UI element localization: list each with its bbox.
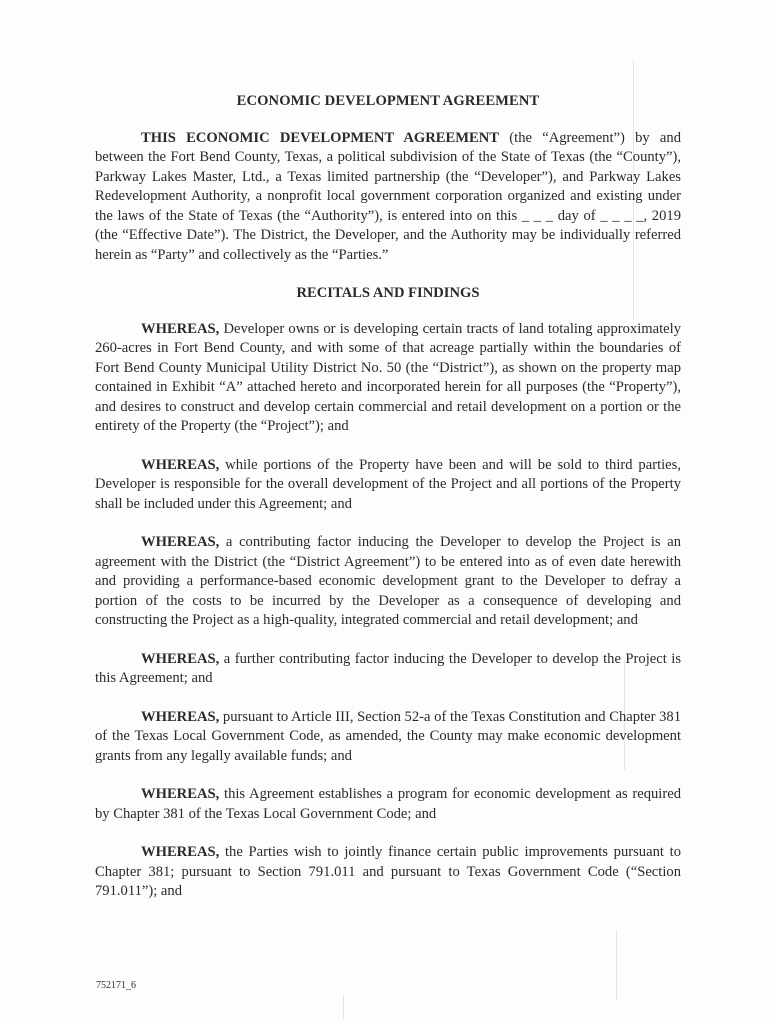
- document-footer-id: 752171_6: [96, 980, 136, 991]
- recital-text: Developer owns or is developing certain tracts of land totaling approximately 260-acres in Fort Bend County, and with some of that acreage partially within the boundaries of Fort Bend County Municipal Utility District No. 50 (the “District”), as shown on the property map contained in Exhibit “A” attached hereto and incorporated herein for all purposes (the “Property”), and desires to construct and develop certain commercial and retail development on a portion or the entirety of the Property (the “Project”); and: [95, 320, 681, 434]
- recital-lead: WHEREAS,: [141, 844, 220, 860]
- recital-lead: WHEREAS,: [141, 786, 220, 802]
- recital-lead: WHEREAS,: [141, 650, 220, 667]
- scan-artifact-line: [343, 995, 344, 1020]
- recital-lead: WHEREAS,: [141, 534, 220, 550]
- recital-paragraph: [95, 650, 681, 689]
- recitals-heading: RECITALS AND FINDINGS: [296, 285, 480, 301]
- recital-paragraph: [95, 785, 681, 824]
- recital-lead: WHEREAS,: [141, 708, 220, 725]
- scan-artifact-line: [616, 930, 617, 1000]
- recital-paragraph: [95, 708, 681, 767]
- recital-text: the Parties wish to jointly finance certain public improvements pursuant to Chapter 381; pursuant to Section 791.011 and pursuant to Texas Government Code (“Section 791.011”); and: [95, 844, 681, 899]
- recital-paragraph: [95, 456, 681, 515]
- recital-text: a contributing factor inducing the Developer to develop the Project is an agreement with the District (the “District Agreement”) to be entered into as of even date herewith and providing a performance-based economic development grant to the Developer to defray a portion of the costs to be incurred by the Developer as a consequence of developing and constructing the Project as a high-quality, integrated commercial and retail development; and: [95, 534, 681, 628]
- recital-paragraph: [95, 320, 681, 437]
- recital-lead: WHEREAS,: [141, 456, 220, 473]
- recital-lead: WHEREAS,: [141, 320, 220, 337]
- recital-paragraph: [95, 843, 681, 902]
- recital-text: while portions of the Property have been and will be sold to third parties, Developer is responsible for the overall development of the Project and all portions of the Property shall be included under this Agreement; and: [95, 456, 681, 512]
- recital-paragraph: [95, 533, 681, 631]
- intro-paragraph: [95, 129, 681, 266]
- document-body: [95, 92, 681, 921]
- recital-text: this Agreement establishes a program for economic development as required by Chapter 381 of the Texas Local Government Code; and: [95, 786, 681, 822]
- intro-text: (the “Agreement”) by and between the Fort Bend County, Texas, a political subdivision of the State of Texas (the “County”), Parkway Lakes Master, Ltd., a Texas limited partnership (the “Developer”), and Parkway Lakes Redevelopment Authority, a nonprofit local government corporation organized and existing under the laws of the State of Texas (the “Authority”), is entered into on this _ _ _ day of _ _ _ _, 2019 (the “Effective Date”). The District, the Developer, and the Authority may be individually referred herein as “Party” and collectively as the “Parties.”: [95, 129, 681, 263]
- recital-text: pursuant to Article III, Section 52-a of the Texas Constitution and Chapter 381 of the Texas Local Government Code, as amended, the County may make economic development grants from any legally available funds; and: [95, 708, 681, 764]
- recital-text: a further contributing factor inducing the Developer to develop the Project is this Agreement; and: [95, 650, 681, 686]
- document-title: ECONOMIC DEVELOPMENT AGREEMENT: [236, 93, 540, 109]
- intro-lead: THIS ECONOMIC DEVELOPMENT AGREEMENT: [141, 129, 500, 146]
